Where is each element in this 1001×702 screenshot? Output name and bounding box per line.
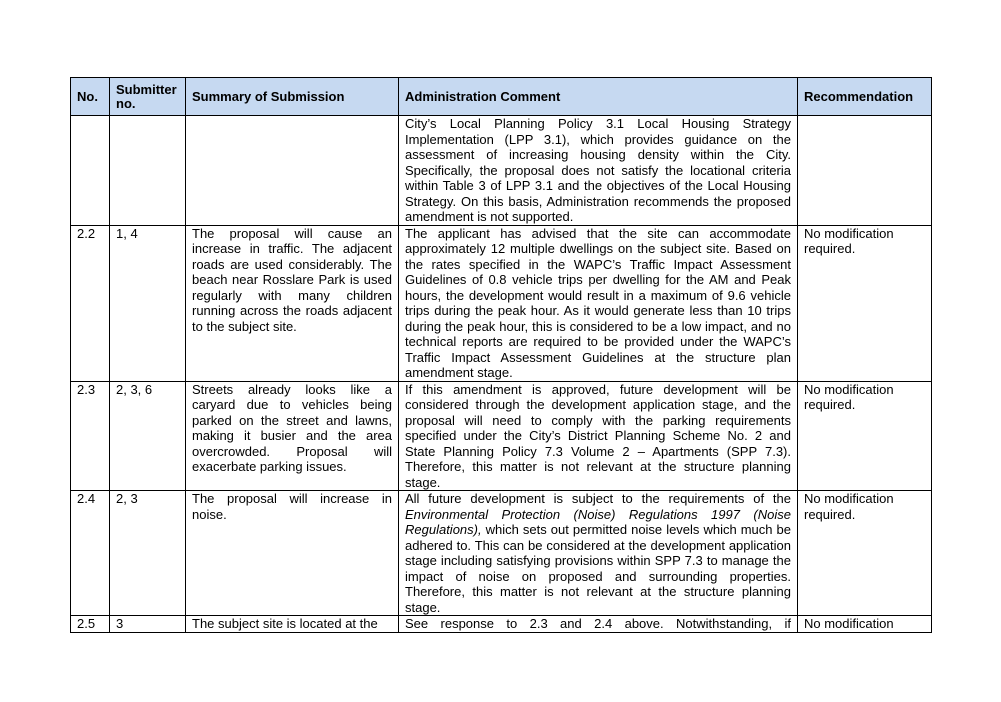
cell-submitter [110,116,186,226]
cell-summary [186,116,399,226]
table-row [71,491,932,616]
cell-no: 2.5 [71,616,110,633]
table-row [71,616,932,633]
header-summary: Summary of Submission [186,78,399,116]
cell-summary: The subject site is located at the [186,616,399,633]
cell-no [71,116,110,226]
cell-submitter: 3 [110,616,186,633]
cell-comment: If this amendment is approved, future development will be considered through the development application stage, and the proposal will need to comply with the parking requirements specified under the City’s District Planning Scheme No. 2 and State Planning Policy 7.3 Volume 2 – Apartments (SPP 7.3). Therefore, this matter is not relevant at the structure planning stage. [399,381,798,491]
cell-no: 2.3 [71,381,110,491]
cell-summary: The proposal will increase in noise. [186,491,399,616]
cell-comment: City’s Local Planning Policy 3.1 Local Housing Strategy Implementation (LPP 3.1), which provides guidance on the assessment of increasing housing density within the City. Specifically, the proposal does not satisfy the locational criteria within Table 3 of LPP 3.1 and the objectives of the Local Housing Strategy. On this basis, Administration recommends the proposed amendment is not supported. [399,116,798,226]
cell-comment: The applicant has advised that the site can accommodate approximately 12 multiple dwellings on the subject site. Based on the rates specified in the WAPC’s Traffic Impact Assessment Guidelines of 0.8 vehicle trips per dwelling for the AM and Peak hours, the development would result in a maximum of 9.6 vehicle trips during the peak hour. As it would generate less than 10 trips during the peak hour, this is considered to be a low impact, and no technical reports are required to be provided under the WAPC’s Traffic Impact Assessment Guidelines at the structure plan amendment stage. [399,225,798,381]
header-administration-comment: Administration Comment [399,78,798,116]
header-recommendation: Recommendation [798,78,932,116]
cell-recommendation: No modification required. [798,381,932,491]
comment-text-pre: All future development is subject to the requirements of the [405,491,791,506]
header-no: No. [71,78,110,116]
cell-recommendation: No modification [798,616,932,633]
comment-regulation-citation: Environmental Protection (Noise) Regulations 1997 (Noise Regulations), [405,506,791,537]
table-row [71,225,932,381]
comment-text-post: which sets out permitted noise levels which much be adhered to. This can be considered at the development application stage including satisfying provisions within SPP 7.3 to manage the impact of noise on proposed and surrounding properties. Therefore, this matter is not relevant at the structure planning stage. [405,522,791,615]
table-header-row [71,78,932,116]
table-row [71,381,932,491]
submissions-table [70,77,932,633]
cell-comment: See response to 2.3 and 2.4 above. Notwithstanding, if [399,616,798,633]
cell-no: 2.4 [71,491,110,616]
cell-recommendation [798,116,932,226]
cell-submitter: 2, 3 [110,491,186,616]
cell-summary: Streets already looks like a caryard due to vehicles being parked on the street and lawns, making it busier and the area overcrowded. Proposal will exacerbate parking issues. [186,381,399,491]
cell-submitter: 1, 4 [110,225,186,381]
cell-submitter: 2, 3, 6 [110,381,186,491]
table-row [71,116,932,226]
cell-no: 2.2 [71,225,110,381]
cell-comment [399,491,798,616]
header-submitter-no: Submitter no. [110,78,186,116]
cell-summary: The proposal will cause an increase in traffic. The adjacent roads are used considerably. The beach near Rosslare Park is used regularly with many children running across the roads adjacent to the subject site. [186,225,399,381]
cell-recommendation: No modification required. [798,225,932,381]
cell-recommendation: No modification required. [798,491,932,616]
